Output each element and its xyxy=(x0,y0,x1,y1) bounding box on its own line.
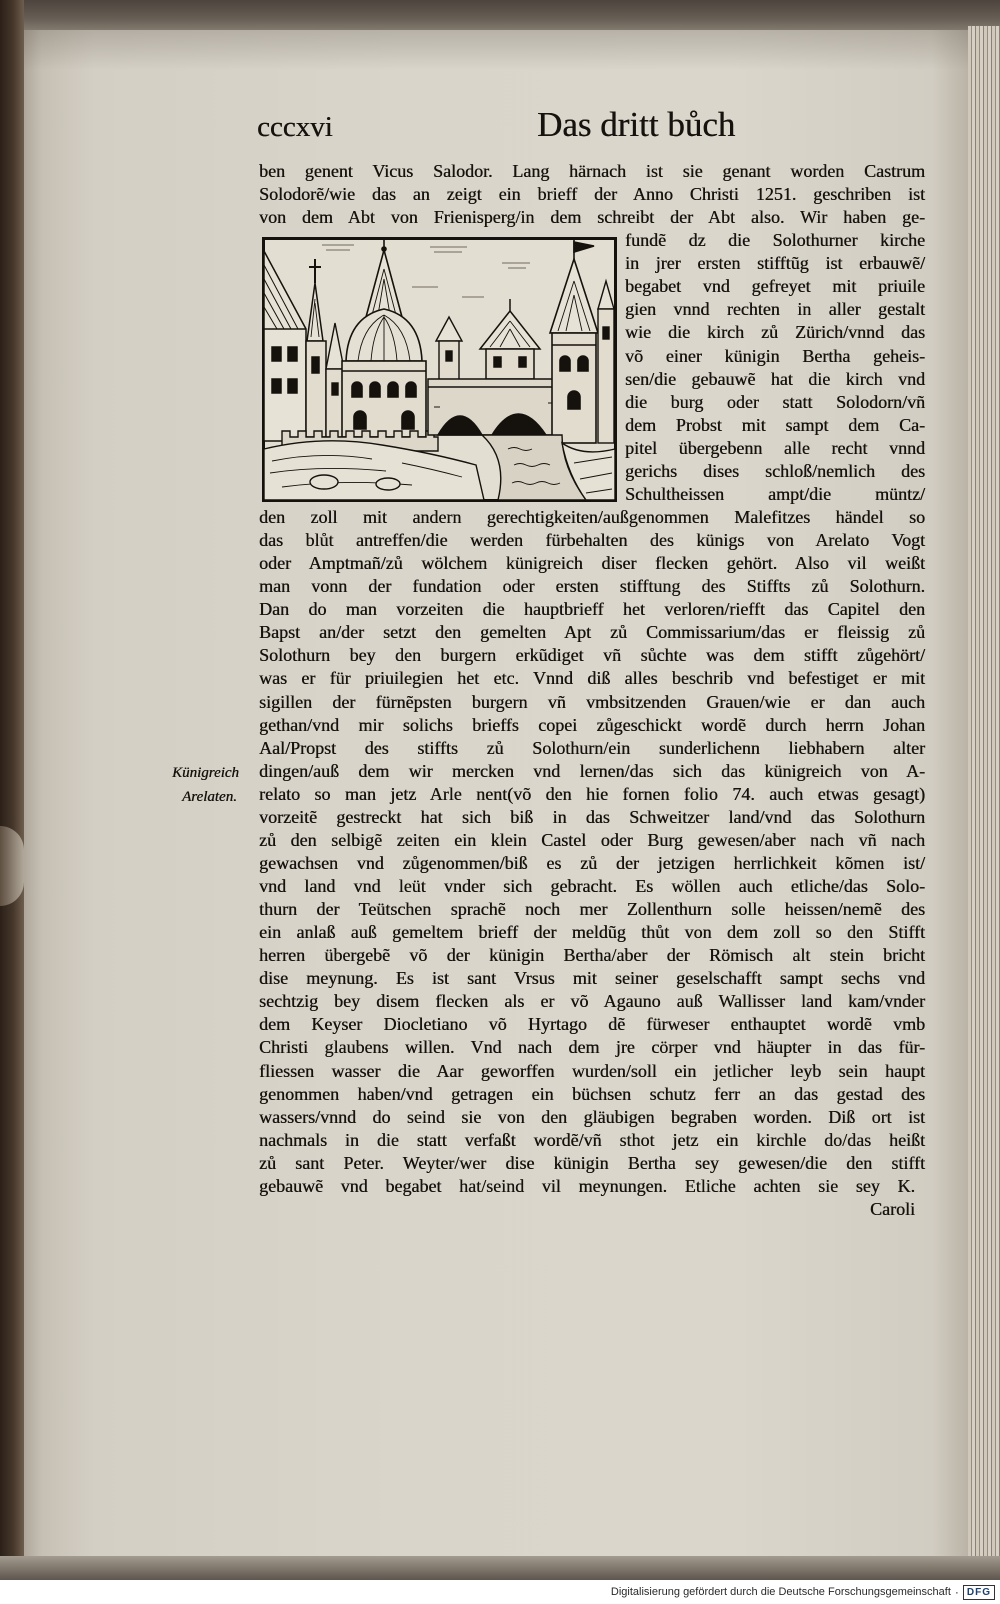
page-tab xyxy=(0,826,24,906)
margin-note-line: Arelaten. xyxy=(182,789,237,805)
text-line: von dem Abt von Frienisperg/in dem schreibt der Abt also. Wir haben ge- xyxy=(259,207,925,228)
catchword: Caroli xyxy=(870,1198,915,1219)
text-line: dem Keyser Diocletiano võ Hyrtago dẽ fürweser enthauptet wordẽ vmb xyxy=(259,1014,925,1035)
footer-separator: · xyxy=(954,1585,959,1599)
running-title: Das dritt bůch xyxy=(537,105,736,144)
text-line: dingen/auß dem wir mercken vnd lernen/das sich das künigreich von A- xyxy=(259,760,925,781)
text-line: gethan/vnd mir solichs brieffs copei zůgeschickt wordẽ durch herrn Johan xyxy=(259,714,925,735)
text-line: thurn der Teütschen sprachẽ noch mer Zollenthurn solle heissen/nemẽ des xyxy=(259,899,925,920)
digitization-credit: Digitalisierung gefördert durch die Deutsche Forschungsgemeinschaft xyxy=(610,1586,951,1598)
text-line: wassers/vnnd do seind sie von den gläubigen begraben worden. Diß ort ist xyxy=(259,1106,925,1127)
margin-note-line: Künigreich xyxy=(172,765,239,781)
text-line: gerichs dises schloß/nemlich des xyxy=(625,460,925,481)
dfg-logo: DFG xyxy=(963,1585,995,1600)
text-line: genommen haben/vnd getragen ein büchsen schutz ferr an das gestad des xyxy=(259,1083,925,1104)
text-line: dise meynung. Es ist sant Vrsus mit seiner geselschafft sampt sechs vnd xyxy=(259,968,925,989)
text-line: Aal/Propst des stiffts zů Solothurn/ein sunderlichenn liebhabern alter xyxy=(259,737,925,758)
text-line: ben genent Vicus Salodor. Lang härnach ist sie genant worden Castrum xyxy=(259,161,925,181)
body-text xyxy=(259,160,925,1221)
footer-credit-row xyxy=(611,1583,995,1601)
book-binding xyxy=(0,0,24,1580)
text-line: was er für priuilegien het etc. Vnnd diß alles beschrib vnd befestiget er mit xyxy=(259,668,925,689)
illustration-row xyxy=(259,229,925,506)
text-line: vnd land vnd leüt vnder sich gebracht. Es wöllen auch etliche/das Solo- xyxy=(259,876,925,897)
bottom-page-edge xyxy=(0,1556,1000,1580)
text-line: fundẽ dz die Solothurner kirche xyxy=(625,230,925,251)
text-line: Christi glaubens willen. Vnd nach dem jre cörper vnd häupter in das für- xyxy=(259,1037,925,1058)
text-line: die burg oder statt Solodorn/vñ xyxy=(625,391,925,412)
text-line: relato so man jetz Arle nent(võ den hie fornen folio 74. auch etwas gesagt) xyxy=(259,783,925,804)
text-line: sechtzig bey disem flecken als er võ Agauno auß Wallisser land kam/vnder xyxy=(259,991,925,1012)
text-line: pitel übergebenn alle recht vnnd xyxy=(625,437,925,458)
folio-number: cccxvi xyxy=(257,111,333,143)
right-building xyxy=(598,281,614,443)
text-line: sigillen der fürnẽpsten burgern vñ vmbsitzenden Grauen/wie er dan auch xyxy=(259,691,925,712)
top-page-edge xyxy=(0,0,1000,34)
text-line: wie die kirch zů Zürich/vnnd das xyxy=(625,322,925,343)
text-line: sen/die gebauwẽ hat die kirch vnd xyxy=(625,368,925,389)
text-line: Solodorẽ/wie das an zeigt ein brieff der Anno Christi 1251. geschriben ist xyxy=(259,184,925,205)
woodcut-illustration xyxy=(262,237,617,502)
text-line: man vonn der fundation oder ersten stifftung des Stiffts zů Solothurn. xyxy=(259,576,925,597)
text-line: dem Probst mit sampt dem Ca- xyxy=(625,414,925,435)
page-edges-stack xyxy=(968,26,1000,1560)
text-line: Schultheissen ampt/die müntz/ xyxy=(625,483,925,504)
text-line: ein anlaß auß gemeltem brieff der meldũg thůt von dem zoll so den Stifft xyxy=(259,922,925,943)
stone-bridge xyxy=(428,379,562,435)
text-line: Bapst an/der setzt den gemelten Apt zů Commissarium/das er fleissig zů xyxy=(259,622,925,643)
text-column-beside-illustration xyxy=(625,229,925,506)
text-line: zů sant Peter. Weyter/wer dise künigin Bertha sey gewesen/die den stifft xyxy=(259,1152,925,1173)
text-line: das blůt antreffen/die werden fürbehalten des künigs von Arelato Vogt xyxy=(259,530,925,551)
text-line: gebauwẽ vnd begabet hat/seind vil meynungen. Etliche achten sie sey K. xyxy=(259,1175,915,1196)
text-line: fliessen wasser die Aar geworffen wurden/soll ein jetlicher leyb sein haupt xyxy=(259,1060,925,1081)
text-line: den zoll mit andern gerechtigkeiten/außgenommen Malefitzes händel so xyxy=(259,507,925,528)
text-line: zů den selbigẽ zeiten ein klein Castel oder Burg gewesen/aber nach vñ nach xyxy=(259,829,925,850)
domed-church xyxy=(342,309,426,437)
text-line: nachmals in die statt verfaßt wordẽ/vñ sthot jetz ein kirchle do/das heißt xyxy=(259,1129,925,1150)
text-line: gewachsen vnd zůgenommen/biß es zů der jetzigen herrlichkeit kõmen ist/ xyxy=(259,852,925,873)
text-line: Dan do man vorzeiten die hauptbrieff het verloren/riefft das Capitel den xyxy=(259,599,925,620)
text-line: võ einer künigin Bertha geheis- xyxy=(625,345,925,366)
text-line: vorzeitẽ gestreckt hat sich biß in das Schweitzer land/vnd das Solothurn xyxy=(259,806,925,827)
text-line: herren übergebẽ võ der künigin Bertha/aber der Römisch alt stein bricht xyxy=(259,945,925,966)
text-line: in jrer ersten stifftũg ist erbauwẽ/ xyxy=(625,253,925,274)
text-line: Solothurn bey den burgern erkũdiget vñ sůchte was dem stifft zůgehört/ xyxy=(259,645,925,666)
margin-note xyxy=(172,761,256,809)
text-line: gien vnnd rechten in aller gestalt xyxy=(625,299,925,320)
text-line: begabet vnd gefreyet mit priuile xyxy=(625,276,925,297)
page-top-shadow xyxy=(18,30,970,70)
text-line: oder Amptmañ/zů wölchem künigreich diser flecken gehört. Also vil weißt xyxy=(259,553,925,574)
